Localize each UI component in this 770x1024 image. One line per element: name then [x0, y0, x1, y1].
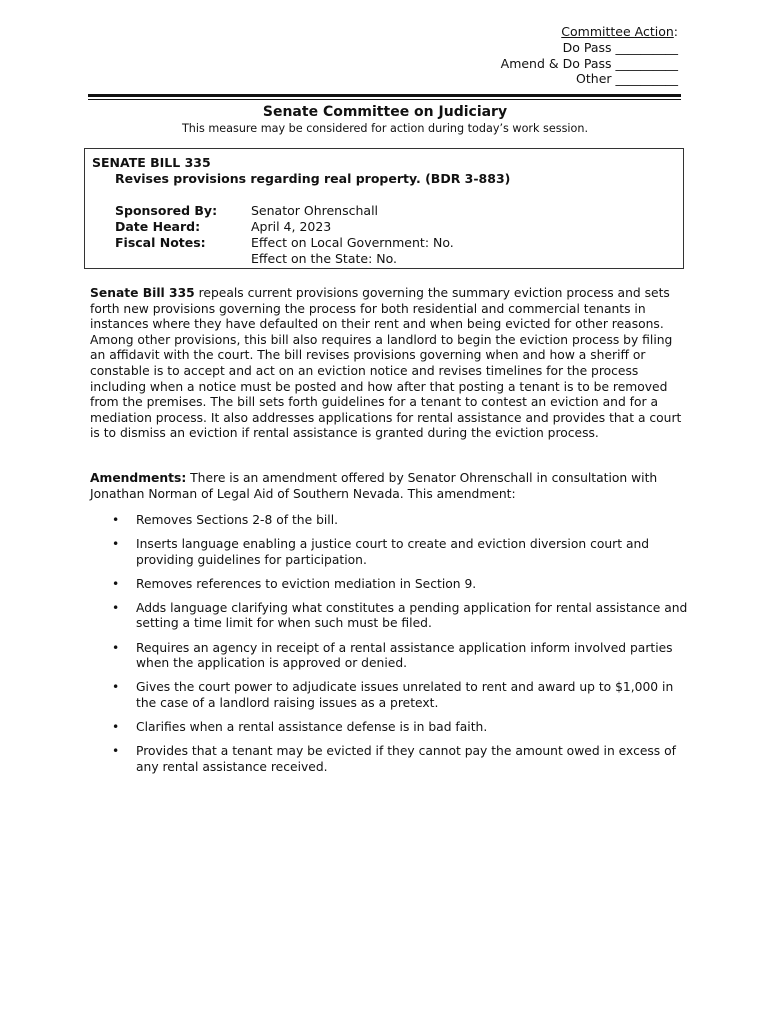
list-item-text: Provides that a tenant may be evicted if they cannot pay the amount owed in excess of any rental assistance received.	[136, 744, 676, 774]
summary-lead: Senate Bill 335	[90, 286, 195, 300]
amendments-paragraph	[90, 471, 690, 502]
list-item	[90, 537, 690, 568]
committee-action-block	[501, 24, 678, 87]
bullet-icon: •	[112, 600, 120, 615]
fiscal-state-value: Effect on the State: No.	[251, 251, 398, 266]
date-value: April 4, 2023	[251, 219, 332, 234]
list-item	[90, 601, 690, 632]
summary-paragraph	[90, 286, 690, 442]
bullet-icon: •	[112, 719, 120, 734]
fiscal-local-value: Effect on Local Government: No.	[251, 235, 454, 250]
bullet-icon: •	[112, 680, 120, 695]
amendment-list	[90, 513, 690, 784]
amend-do-pass-line: Amend & Do Pass __________	[500, 55, 678, 71]
date-label: Date Heard:	[115, 219, 201, 234]
bill-number: SENATE BILL 335	[92, 155, 211, 170]
list-item	[90, 720, 690, 736]
list-item-text: Adds language clarifying what constitutes a pending application for rental assistance and setting a time limit for when such must be filed.	[136, 600, 688, 631]
bullet-icon: •	[112, 513, 120, 527]
amendments-text: There is an amendment offered by Senator Ohrenschall in consultation with Jonathan Norman of Legal Aid of Southern Nevada. This amendment:	[90, 471, 658, 501]
list-item	[90, 577, 690, 593]
summary-text: repeals current provisions governing the summary eviction process and sets forth new provisions governing the process for both residential and commercial tenants in instances where they have defaulted on their rent and when being evicted for other reasons. Among other provisions, this bill also requires a landlord to begin the eviction process by filing an affidavit with the court. The bill revises provisions governing when and how a sheriff or constable is to accept and act on an eviction notice and revises timelines for the process including when a notice must be posted and how after that posting a tenant is to be removed from the premises. The bill sets forth guidelines for a tenant to contest an eviction and for a mediation process. It also addresses applications for rental assistance and provides that a court is to dismiss an eviction if rental assistance is granted during the eviction process.	[90, 286, 682, 441]
header-rule-thin	[88, 99, 681, 100]
list-item-text: Removes references to eviction mediation in Section 9.	[136, 576, 477, 591]
do-pass-line: Do Pass __________	[562, 39, 678, 55]
list-item	[90, 513, 690, 529]
list-item	[90, 680, 690, 711]
list-item	[90, 744, 690, 775]
list-item	[90, 641, 690, 672]
bill-description: Revises provisions regarding real property. (BDR 3-883)	[115, 171, 511, 186]
sponsored-value: Senator Ohrenschall	[251, 203, 379, 218]
list-item-text: Requires an agency in receipt of a rental assistance application inform involved parties when the application is approved or denied.	[136, 640, 673, 671]
header-rule-thick	[88, 94, 681, 97]
list-item-text: Inserts language enabling a justice court to create and eviction diversion court and providing guidelines for participation.	[136, 537, 650, 567]
sponsored-label: Sponsored By:	[115, 203, 218, 218]
fiscal-label: Fiscal Notes:	[115, 235, 206, 250]
amendments-lead: Amendments:	[90, 471, 187, 485]
list-item-text: Clarifies when a rental assistance defense is in bad faith.	[136, 719, 488, 734]
committee-action-heading: Committee Action	[561, 24, 674, 39]
page-title: Senate Committee on Judiciary	[262, 104, 508, 120]
list-item-text: Gives the court power to adjudicate issues unrelated to rent and award up to $1,000 in the case of a landlord raising issues as a pretext.	[136, 680, 674, 710]
bill-info-box	[84, 148, 684, 269]
committee-action-colon: :	[673, 24, 678, 39]
bullet-icon: •	[112, 576, 120, 591]
bullet-icon: •	[112, 537, 120, 552]
committee-action-heading-line	[501, 24, 678, 40]
page-subtitle: This measure may be considered for action during today’s work session.	[181, 122, 589, 135]
bullet-icon: •	[112, 640, 120, 655]
bullet-icon: •	[112, 744, 120, 759]
list-item-text: Removes Sections 2-8 of the bill.	[136, 513, 339, 527]
other-line: Other __________	[576, 71, 678, 87]
